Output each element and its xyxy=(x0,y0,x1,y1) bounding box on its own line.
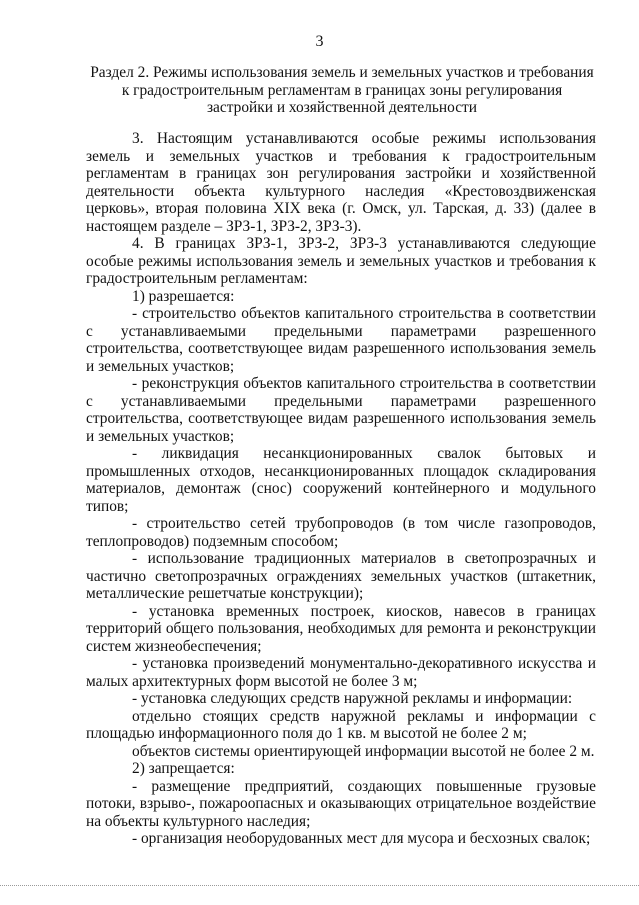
list-subitem: отдельно стоящих средств наружной рекламы и информации с площадью информационного поля до 1 кв. м высотой не более 2 м; xyxy=(86,707,596,742)
page-number: 3 xyxy=(315,33,324,50)
list-item: - ликвидация несанкционированных свалок бытовых и промышленных отходов, несанкционированных площадок складирования материалов, демонтаж (снос) сооружений контейнерного и модульного типов; xyxy=(86,445,596,515)
list-item: - реконструкция объектов капитального строительства в соответствии с устанавливаемыми предельными параметрами разрешенного строительства, соответствующее видам разрешенного использования земель и земельных участков; xyxy=(86,375,596,445)
list-item: - строительство объектов капитального строительства в соответствии с устанавливаемыми предельными параметрами разрешенного строительства, соответствующее видам разрешенного использования земель и земельных участков; xyxy=(86,305,596,375)
list-item: - установка следующих средств наружной рекламы и информации: xyxy=(132,690,573,707)
list-item: - строительство сетей трубопроводов (в том числе газопроводов, теплопроводов) подземным способом; xyxy=(86,515,596,550)
list-item: - использование традиционных материалов в светопрозрачных и частично светопрозрачных ограждениях земельных участков (штакетник, металлические решетчатые конструкции); xyxy=(86,550,596,602)
page-bottom-rule xyxy=(0,885,639,886)
paragraph-3: 3. Настоящим устанавливаются особые режимы использования земель и земельных участков и требования к градостроительным регламентам в границах зон регулирования застройки и хозяйственной деятельности объекта культурного наследия «Крестовоздвиженская церковь», вторая половина XIX века (г. Омск, ул. Тарская, д. 33) (далее в настоящем разделе – ЗРЗ-1, ЗРЗ-2, ЗРЗ-3). xyxy=(86,130,596,235)
list-heading-allowed: 1) разрешается: xyxy=(132,287,235,305)
section-title: Раздел 2. Режимы использования земель и земельных участков и требования к градостроительным регламентам в границах зоны регулирования застройки и хозяйственной деятельности xyxy=(90,64,594,116)
list-item: - установка произведений монументально-декоративного искусства и малых архитектурных форм высотой не более 3 м; xyxy=(86,655,596,690)
list-item: - установка временных построек, киосков, навесов в границах территорий общего пользования, необходимых для ремонта и реконструкции систем жизнеобеспечения; xyxy=(86,602,596,655)
list-item: - размещение предприятий, создающих повышенные грузовые потоки, взрыво-, пожароопасных и оказывающих отрицательное воздействие на объекты культурного наследия; xyxy=(86,777,596,830)
list-item: - организация необорудованных мест для мусора и бесхозных свалок; xyxy=(132,830,591,847)
paragraph-4: 4. В границах ЗРЗ-1, ЗРЗ-2, ЗРЗ-3 устанавливаются следующие особые режимы использования земель и земельных участков и требования к градостроительным регламентам: xyxy=(86,235,596,287)
list-subitem: объектов системы ориентирующей информации высотой не более 2 м. xyxy=(132,742,595,760)
list-heading-prohibited: 2) запрещается: xyxy=(132,760,235,777)
document-body xyxy=(86,130,596,848)
